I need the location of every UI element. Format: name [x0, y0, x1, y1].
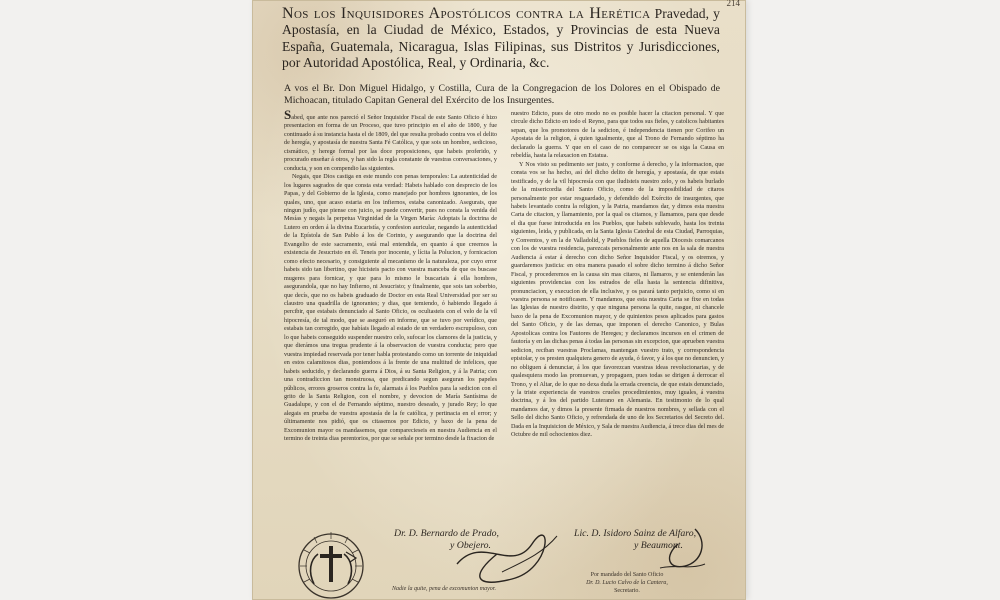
- addressee-paragraph: A vos el Br. Don Miguel Hidalgo, y Costilla, Cura de la Congregacion de los Dolores en el Obispado de Michoacan, titulado Capitan General del Exército de los Insurgentes.: [284, 83, 720, 107]
- heading-text: Pravedad, y Apostasía, en la Ciudad de México, Estados, y Provincias de esta Nueva España, Guatemala, Nicaragua, Islas Filipinas, sus Distritos y Jurisdicciones, por Autoridad Apostólica, Real, y Ordinaria, &c.: [282, 6, 721, 70]
- paragraph-text: abed, que ante nos pareció el Señor Inquisidor Fiscal de este Santo Oficio é hizo presentacion en forma de un Proceso, que tuvo principio en el año de 1800, y fue continuado á su instancia hasta el de 1809, del que resulta probado contra vos el delito de heregía, y apostasía de nuestra Santa Fé Católica, y que sois un hombre, sedicioso, cismático, y herege formal por las doce proposiciones, que habeis proferido, y procurado enseñar á otros, y han sido la regla constante de vuestras conversaciones, y conducta, y son en compendio las siguientes.: [284, 115, 497, 172]
- document-heading: [282, 6, 720, 71]
- body-columns: [284, 110, 724, 518]
- paragraph: Y Nos visto su pedimento ser justo, y conforme á derecho, y la informacion, que consta vos se ha hecho, así del dicho delito de heregía, y apostasía, de que estais testificado, y de la vil hipocresía con que iludisteis nuestro zelo, y os habeis burlado de la misericordia del Santo Oficio, como de la imposibilidad de citaros personalmente por estar resguardado, y defendido del Exército de insurgentes, que habeis levantado contra la religion, y la Patria, mandamos dar, y dimos esta nuestra Carta de citacion, y llamamiento, por la qual os citamos, y llamamos, para que desde el dia que fuese introducida en los Pueblos, que habeis sublevado, hasta los treinta siguientes, leida, y publicada, en la Santa Iglesia Catedral de esta Ciudad, Parroquias, y Conventos, y en la de Valladolid, y Pueblos fieles de aquella Diocesis comarcanos con los de vuestra residencia, parezcais personalmente ante nos en la sala de nuestra Audiencia á estar á derecho con dicho Señor Inquisidor Fiscal, y os oiremos, y guardaremos justicia: en otra manera pasado el sobre dicho termino á dicho Señor Fiscal, y procederemos en la causa sin mas citaros, ni llamaros, y se entenderán las siguientes providencias con los estrados de ella hasta la sentencia difinitiva, pronunciacion, y execucion de ella inclusive, y os parará tanto perjuicio, como si en vuestra persona se notificasen. Y mandamos, que esta nuestra Carta se fixe en todas las Iglesias de nuestro distrito, y que ninguna persona la quite, rasgue, ni chancele baxo de la pena de Excomunion mayor, y de quinientos pesos aplicados para gastos del Santo Oficio, y de las demas, que imponen el derecho Canonico, y Bulas Apostolicas contra los Fautores de Hereges; y declaramos incursos en el crimen de fautoría y en las dichas penas á todas las personas sin excepcion, que aprueben vuestra sedicion, reciban vuestras Proclamas, mantengan vuestro trato, y correspondencia epistolar, y os presten qualquiera genero de ayuda, ó favor, y á los que no denuncien, y no obliguen á denunciar, á los que favorezcan vuestras ideas revolucionarias, y de qualesquiera modo las promuevan, y propaguen, pues todas se dirigen á derrocar el Trono, y el Altar, de lo que no dexa duda la errada creencia, de que estais denunciado, y la triste experiencia de vuestros crueles procedimientos, muy iguales, á vuestra doctrina, y á los del partido Luterano en Alemania. En testimonio de lo qual mandamos dar, y dimos la presente firmada de nuestros nombres, y sellada con el Sello del dicho Santo Oficio, y refrendada de uno de los Secretarios del Secreto del. Dada en la Inquisicion de México, y Sala de nuestra Audiencia, á trece dias del mes de Octubre de mil ochocientos diez.: [511, 161, 724, 439]
- attestation-line: Dr. D. Lucio Calvo de la Cantera,: [586, 580, 668, 586]
- signature-alfaro: [574, 528, 696, 552]
- signature-line: y Obejero.: [450, 540, 491, 551]
- footer-note: Nadie la quite, pena de excomunion mayor.: [392, 586, 496, 592]
- paragraph: [284, 110, 497, 173]
- left-column: [284, 110, 497, 518]
- paragraph: Negais, que Dios castiga en este mundo con penas temporales: La autenticidad de los lugares sagrados de que consta esta verdad: Habeis hablado con desprecio de los Papas, y del Gobierno de la Iglesia, como manejado por hombres ignorantes, de los quales, uno, que acaso estaria en los infiernos, estaba canonizado. Asegurais, que ningun judío, que piense con juicio, se puede convertir, pues no consta la venida del Mesías y negais la perpetua Virginidad de la Virgen María: Adoptais la doctrina de Lutero en orden á la divina Eucaristía, y confesion auricular, negando la autenticidad de la Epístola de San Pablo á los de Corinto, y asegurando que la doctrina del Evangelio de este sacramento, está mal entendida, en quanto á que creemos la existencia de Jesucristo en él. Teneis por inocente, y lícita la Polucion, y fornicacion como efecto necesario, y consiguiente al mecanismo de la naturaleza, por cuyo error habeis sido tan libertino, que hicisteis pacto con vuestra manceba de que os buscase mugeres para fornicar, y que para lo mismo le buscariais á ella hombres, asegurandola, que no hay Infierno, ni Jesucristo; y finalmente, que sois tan soberbio, que decís, que no os habeis graduado de Doctor en esta Real Universidad por ser su claustro una quadrilla de ignorantes; y dias, que temiendo, ó habiendo llegado á percibir, que estabais denunciado al Santo Oficio, os ocultasteis con el velo de la vil hipocresía, de tal modo, que se aseguró en informe, que se tuvo por verídico, que estabais tan corregido, que habíais llegado al estado de un verdadero escrupuloso, con lo que habeis conseguido suspender nuestro celo, sufocar los clamores de la justicia, y que dierámos una tregua prudente á la observacion de vuestra conducta; pero que vuestra impiedad reservada por tener habla protestando como un torrente de iniquidad en estos calamitosos dias, poniendoos á la frente de una multitud de infelices, que habeis seducido, y declarando guerra á Dios, á su Santa Religion, y á la Patria; con una contradiccion tan monstruosa, que predicando segun aseguran los papeles públicos, errores groseros contra la fe, alarmais á los Pueblos para la sedicion con el grito de la Santa Religion, con el nombre, y devocion de María Santísima de Guadalupe, y con el de Fernando séptimo, nuestro deseado, y jurado Rey; lo que alegais en prueba de vuestra apostasía de la fe católica, y pertinacia en el error; y últimamente nos pidió, que os citasemos por Edicto, y baxo de la pena de Excomunion mayor os mandasemos, que comparecieseis en nuestra Audiencia en el termino de treinta dias perentorios, por que se señale por termino desde la fixacion de: [284, 174, 497, 443]
- paragraph: nuestro Edicto, pues de otro modo no es posible hacer la citacion personal. Y que circule dicho Edicto en todo el Reyno, para que todos sus fieles, y catolicos habitantes sepan, que los promotores de la sedicion, é independencia tienen por Corifeo un Apostata de la religion, á quien igualmente, que al Trono de Fernando séptimo ha declarado la guerra. Y que en el caso de no comparecer se os siga la Causa en rebeldía, hasta la relaxacion en Estatua.: [511, 111, 724, 160]
- right-column: [511, 110, 724, 518]
- edict-document: [252, 0, 746, 600]
- drop-cap: S: [284, 110, 292, 122]
- attestation-line: Secretario.: [614, 588, 640, 594]
- heading-title: Nos los Inquisidores Apostólicos contra la Herética: [282, 5, 651, 22]
- signature-line: Dr. D. Bernardo de Prado,: [394, 528, 499, 539]
- folio-number: 214: [726, 0, 740, 8]
- secretary-attestation: [552, 571, 702, 595]
- signature-line: Lic. D. Isidoro Sainz de Alfaro,: [574, 528, 697, 539]
- signature-line: y Beaumont.: [634, 540, 683, 551]
- attestation-line: Por mandado del Santo Oficio: [590, 572, 664, 578]
- signature-prado: [394, 528, 499, 552]
- inquisition-seal-stamp: [296, 528, 366, 600]
